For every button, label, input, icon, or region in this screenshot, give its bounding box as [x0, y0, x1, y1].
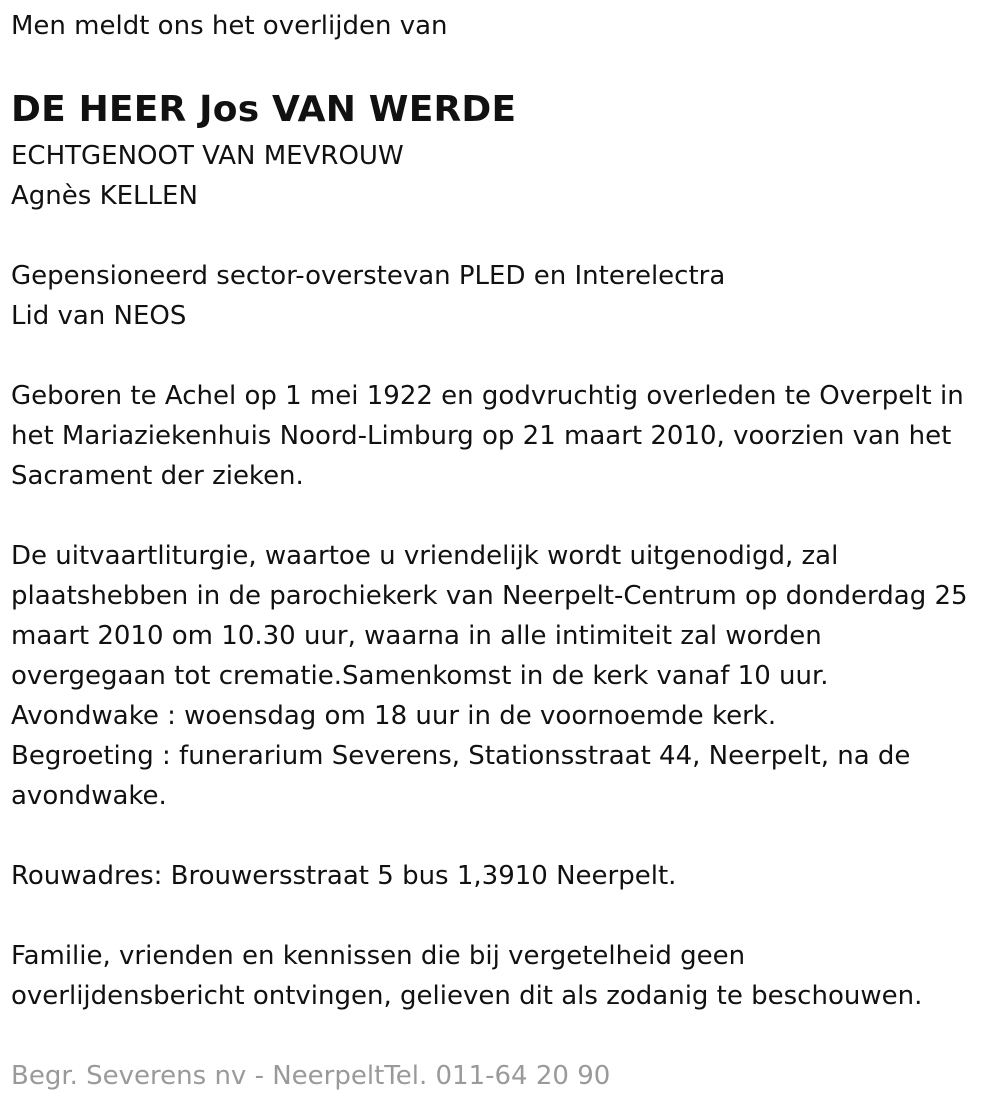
career-line: Gepensioneerd sector-overstevan PLED en Interelectra: [11, 261, 726, 291]
paragraph-line: Sacrament der zieken.: [11, 461, 304, 491]
paragraph-line: Geboren te Achel op 1 mei 1922 en godvruchtig overleden te Overpelt in: [11, 381, 964, 411]
family-note-paragraph: [11, 936, 1000, 1016]
funeral-paragraph: [11, 536, 1000, 816]
wake-line: Avondwake : woensdag om 18 uur in de voornoemde kerk.: [11, 701, 777, 731]
mourning-address: Rouwadres: Brouwersstraat 5 bus 1,3910 Neerpelt.: [11, 861, 677, 891]
paragraph-line: overgegaan tot crematie.Samenkomst in de kerk vanaf 10 uur.: [11, 661, 829, 691]
paragraph-line: avondwake.: [11, 781, 167, 811]
paragraph-line: het Mariaziekenhuis Noord-Limburg op 21 maart 2010, voorzien van het: [11, 421, 952, 451]
birth-death-paragraph: [11, 376, 1000, 496]
spouse-line: ECHTGENOOT VAN MEVROUW: [11, 141, 404, 171]
paragraph-line: plaatshebben in de parochiekerk van Neerpelt-Centrum op donderdag 25: [11, 581, 968, 611]
greeting-line: Begroeting : funerarium Severens, Stationsstraat 44, Neerpelt, na de: [11, 741, 911, 771]
spouse-name: Agnès KELLEN: [11, 181, 198, 211]
intro-text: Men meldt ons het overlijden van: [11, 11, 448, 41]
paragraph-line: Familie, vrienden en kennissen die bij vergetelheid geen: [11, 941, 746, 971]
paragraph-line: De uitvaartliturgie, waartoe u vriendelijk wordt uitgenodigd, zal: [11, 541, 839, 571]
paragraph-line: overlijdensbericht ontvingen, gelieven dit als zodanig te beschouwen.: [11, 981, 923, 1011]
career-block: [11, 256, 1000, 336]
paragraph-line: maart 2010 om 10.30 uur, waarna in alle intimiteit zal worden: [11, 621, 822, 651]
deceased-name-title: DE HEER Jos VAN WERDE: [11, 89, 517, 130]
membership-line: Lid van NEOS: [11, 301, 187, 331]
spouse-block: [11, 136, 1000, 216]
funeral-home-footer: Begr. Severens nv - NeerpeltTel. 011-64 20 90: [11, 1061, 611, 1091]
